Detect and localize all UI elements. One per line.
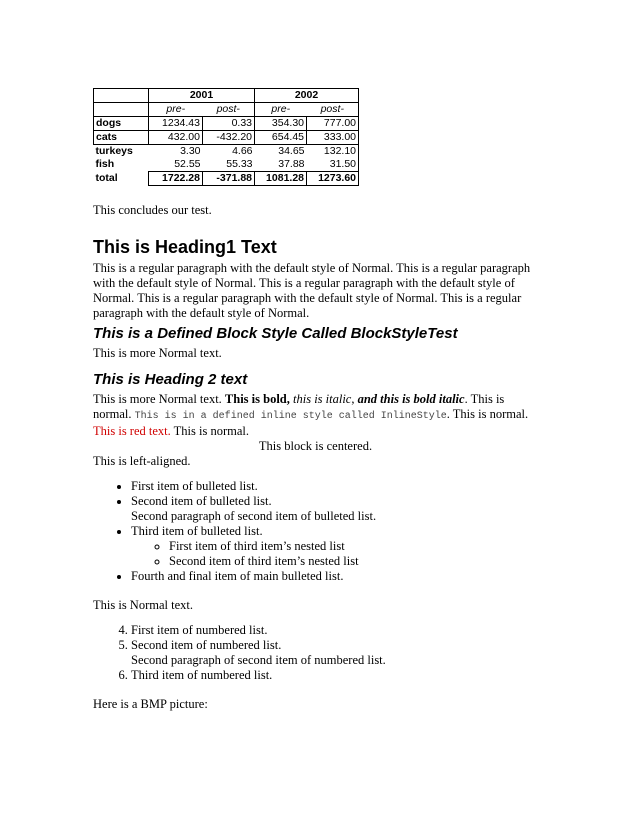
table-row bbox=[94, 131, 359, 145]
list-item-text: Second item of bulleted list. bbox=[131, 494, 272, 508]
bold-text: This is bold, bbox=[224, 392, 290, 406]
subheader-cell: pre- bbox=[255, 103, 307, 117]
left-aligned-paragraph: This is left-aligned. bbox=[93, 454, 191, 468]
table-cell: 55.33 bbox=[226, 158, 253, 170]
row-label: total bbox=[95, 172, 118, 184]
table-cell: 777.00 bbox=[307, 117, 359, 131]
data-table bbox=[93, 88, 359, 186]
nested-list-item: ◦ Second item of third item’s nested list bbox=[169, 554, 538, 569]
table-row bbox=[94, 158, 359, 172]
numbered-item-text: Second item of numbered list. bbox=[131, 638, 282, 652]
table-year-row bbox=[94, 89, 359, 103]
numbered-item bbox=[131, 638, 538, 668]
list-item bbox=[131, 479, 538, 494]
bulleted-list bbox=[93, 479, 538, 584]
table-cell: 333.00 bbox=[307, 131, 359, 145]
subheader-cell: post- bbox=[203, 103, 255, 117]
row-label: turkeys bbox=[95, 145, 133, 157]
heading2: This is Heading 2 text bbox=[93, 371, 248, 388]
table-cell: -371.88 bbox=[203, 172, 255, 186]
normal-text: This is normal. bbox=[170, 424, 250, 438]
table-subheader-row bbox=[94, 103, 359, 117]
italic-text: this is italic bbox=[293, 392, 352, 406]
numbered-list bbox=[93, 623, 538, 683]
numbered-item bbox=[131, 623, 538, 638]
table-cell: 1722.28 bbox=[149, 172, 203, 186]
bmp-caption: Here is a BMP picture: bbox=[93, 697, 208, 711]
table-cell: 3.30 bbox=[180, 145, 201, 157]
table-cell: 31.50 bbox=[307, 158, 359, 172]
normal-text-paragraph: This is Normal text. bbox=[93, 598, 193, 612]
year-header: 2002 bbox=[255, 89, 359, 103]
inline-style-text: This is in a defined inline style called InlineStyle bbox=[134, 411, 447, 422]
table-cell: 37.88 bbox=[278, 158, 305, 170]
numbered-item-text: Third item of numbered list. bbox=[131, 668, 273, 682]
centered-paragraph: This block is centered. bbox=[258, 439, 373, 453]
comma: , bbox=[351, 392, 358, 406]
nested-list-item: ◦ First item of third item’s nested list bbox=[169, 539, 538, 554]
table-cell: 654.45 bbox=[255, 131, 307, 145]
numbered-item-text: First item of numbered list. bbox=[131, 623, 268, 637]
list-item-text: First item of bulleted list. bbox=[131, 479, 258, 493]
list-item-text: Third item of bulleted list. bbox=[131, 524, 263, 538]
mixed-style-paragraph bbox=[93, 392, 538, 439]
table-cell: 0.33 bbox=[203, 117, 255, 131]
table-cell: 132.10 bbox=[307, 145, 359, 159]
subheader-cell: pre- bbox=[149, 103, 203, 117]
table-corner-cell bbox=[94, 89, 149, 103]
table-total-row bbox=[94, 172, 359, 186]
row-label: dogs bbox=[94, 117, 149, 131]
table-row bbox=[94, 145, 359, 159]
numbered-item bbox=[131, 668, 538, 683]
numbered-item-second-paragraph: Second paragraph of second item of numbered list. bbox=[131, 653, 386, 667]
subheader-cell: post- bbox=[307, 103, 359, 117]
row-label: fish bbox=[95, 158, 115, 171]
list-item bbox=[131, 494, 538, 524]
list-item-second-paragraph: Second paragraph of second item of bulleted list. bbox=[131, 509, 377, 523]
heading1: This is Heading1 Text bbox=[93, 237, 277, 257]
year-header: 2001 bbox=[149, 89, 255, 103]
concluding-paragraph: This concludes our test. bbox=[93, 203, 212, 217]
red-text: This is red text. bbox=[93, 424, 171, 438]
table-corner-cell bbox=[94, 103, 149, 117]
bold-italic-text: and this is bold italic bbox=[357, 392, 465, 406]
table-cell: -432.20 bbox=[203, 131, 255, 145]
table-cell: 1273.60 bbox=[307, 172, 359, 186]
normal-paragraph: This is a regular paragraph with the default style of Normal. This is a regular paragraph with the default style of Normal. This is a regular paragraph with the default style of Normal. This is a regular paragraph with the default style of Normal. This is a regular paragraph with the default style of Normal. bbox=[93, 261, 531, 320]
table-cell: 52.55 bbox=[174, 158, 201, 170]
block-style-heading: This is a Defined Block Style Called BlockStyleTest bbox=[93, 325, 458, 342]
table-cell: 354.30 bbox=[255, 117, 307, 131]
table-cell: 34.65 bbox=[278, 145, 305, 157]
normal-text: This is more Normal text. bbox=[93, 392, 225, 406]
list-item bbox=[131, 524, 538, 569]
normal-text: . This is normal. bbox=[93, 392, 505, 421]
table-row bbox=[94, 117, 359, 131]
table-cell: 1234.43 bbox=[149, 117, 203, 131]
nested-list bbox=[131, 539, 538, 569]
document-page bbox=[93, 88, 538, 712]
list-item bbox=[131, 569, 538, 584]
more-normal-paragraph: This is more Normal text. bbox=[93, 346, 222, 360]
list-item-text: Fourth and final item of main bulleted list. bbox=[131, 569, 344, 583]
table-cell: 432.00 bbox=[149, 131, 203, 145]
table-cell: 4.66 bbox=[232, 145, 253, 157]
row-label: cats bbox=[94, 131, 149, 145]
normal-text: . This is normal. bbox=[446, 407, 529, 421]
table-cell: 1081.28 bbox=[255, 172, 307, 186]
